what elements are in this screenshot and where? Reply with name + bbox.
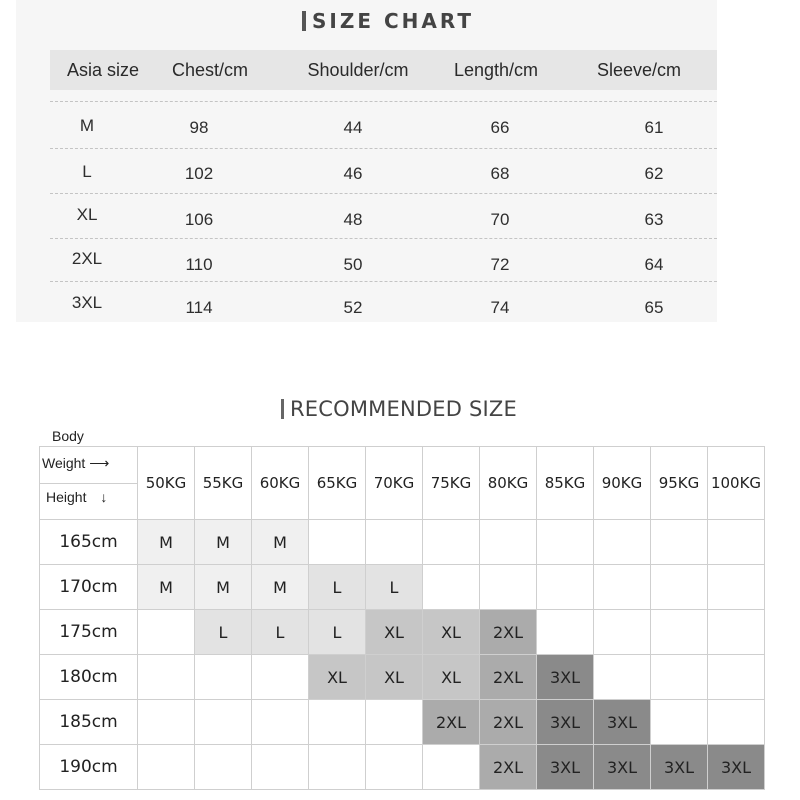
size-cell-2xl: 2XL — [480, 745, 537, 790]
weight-header: 100KG — [708, 447, 765, 520]
cell-size: 2XL — [71, 249, 103, 268]
size-cell-empty — [423, 565, 480, 610]
size-cell-m: M — [195, 565, 252, 610]
weight-header: 70KG — [366, 447, 423, 520]
height-header: 170cm — [40, 565, 138, 610]
header-asia-size: Asia size — [66, 60, 140, 80]
size-cell-3xl: 3XL — [594, 700, 651, 745]
title-accent-bar — [281, 399, 284, 419]
cell-size: 3XL — [71, 293, 103, 312]
cell-length: 70 — [490, 210, 510, 229]
size-cell-empty — [366, 520, 423, 565]
size-cell-m: M — [195, 520, 252, 565]
height-header: 165cm — [40, 520, 138, 565]
size-cell-empty — [480, 565, 537, 610]
size-chart-row — [50, 150, 717, 196]
right-arrow-icon: ⟶ — [89, 455, 110, 471]
height-axis-label — [46, 489, 107, 505]
size-cell-empty — [423, 520, 480, 565]
row-divider — [50, 101, 717, 102]
size-chart-row — [50, 196, 717, 242]
size-cell-l: L — [309, 565, 366, 610]
size-cell-3xl: 3XL — [537, 745, 594, 790]
height-row — [40, 655, 765, 700]
size-cell-2xl: 2XL — [480, 700, 537, 745]
weight-header: 85KG — [537, 447, 594, 520]
height-header: 185cm — [40, 700, 138, 745]
weight-header: 80KG — [480, 447, 537, 520]
size-cell-empty — [651, 520, 708, 565]
cell-size: XL — [76, 205, 98, 224]
weight-axis-label — [42, 455, 109, 472]
size-cell-2xl: 2XL — [480, 610, 537, 655]
cell-length: 72 — [490, 255, 510, 274]
size-cell-empty — [708, 655, 765, 700]
size-cell-empty — [708, 565, 765, 610]
cell-shoulder: 44 — [343, 118, 363, 137]
cell-sleeve: 62 — [644, 164, 664, 183]
weight-header: 75KG — [423, 447, 480, 520]
size-cell-empty — [651, 610, 708, 655]
cell-shoulder: 48 — [343, 210, 363, 229]
height-row — [40, 565, 765, 610]
size-cell-xl: XL — [366, 610, 423, 655]
cell-size: M — [79, 116, 95, 135]
cell-shoulder: 52 — [343, 298, 363, 317]
size-cell-2xl: 2XL — [480, 655, 537, 700]
row-divider — [50, 281, 717, 282]
cell-chest: 98 — [189, 118, 209, 137]
height-row — [40, 745, 765, 790]
row-divider — [50, 193, 717, 194]
size-cell-empty — [366, 700, 423, 745]
weight-header: 90KG — [594, 447, 651, 520]
size-cell-xl: XL — [309, 655, 366, 700]
down-arrow-icon: ↓ — [100, 489, 108, 505]
size-chart-row — [50, 104, 717, 150]
size-cell-empty — [594, 655, 651, 700]
size-cell-l: L — [366, 565, 423, 610]
size-cell-l: L — [195, 610, 252, 655]
row-divider — [50, 148, 717, 149]
size-cell-3xl: 3XL — [651, 745, 708, 790]
recommended-size-title — [281, 395, 517, 423]
height-header: 190cm — [40, 745, 138, 790]
row-divider — [50, 238, 717, 239]
cell-chest: 102 — [184, 164, 214, 183]
size-cell-empty — [195, 700, 252, 745]
size-cell-empty — [708, 610, 765, 655]
weight-header: 65KG — [309, 447, 366, 520]
size-cell-3xl: 3XL — [708, 745, 765, 790]
title-accent-bar — [302, 11, 306, 31]
size-cell-l: L — [309, 610, 366, 655]
size-cell-xl: XL — [366, 655, 423, 700]
header-shoulder: Shoulder/cm — [307, 60, 409, 80]
size-cell-empty — [651, 700, 708, 745]
body-label: Body — [52, 428, 84, 444]
cell-length: 74 — [490, 298, 510, 317]
header-length: Length/cm — [453, 60, 539, 80]
cell-chest: 110 — [185, 255, 213, 274]
height-row — [40, 520, 765, 565]
size-cell-empty — [309, 700, 366, 745]
size-cell-empty — [708, 520, 765, 565]
size-cell-l: L — [252, 610, 309, 655]
height-header: 175cm — [40, 610, 138, 655]
corner-divider — [40, 483, 137, 484]
cell-chest: 114 — [185, 298, 213, 317]
size-chart-title-text: SIZE CHART — [312, 9, 475, 33]
cell-sleeve: 64 — [644, 255, 664, 274]
cell-sleeve: 61 — [644, 118, 664, 137]
size-cell-empty — [138, 655, 195, 700]
size-cell-xl: XL — [423, 655, 480, 700]
corner-cell — [40, 447, 138, 520]
size-cell-empty — [651, 565, 708, 610]
cell-chest: 106 — [184, 210, 214, 229]
height-row — [40, 700, 765, 745]
size-chart-header — [50, 50, 717, 90]
header-chest: Chest/cm — [171, 60, 249, 80]
height-label: Height — [46, 489, 87, 505]
weight-header: 50KG — [138, 447, 195, 520]
weight-header: 60KG — [252, 447, 309, 520]
height-header: 180cm — [40, 655, 138, 700]
size-chart-title — [302, 7, 474, 35]
size-cell-empty — [138, 700, 195, 745]
cell-shoulder: 46 — [343, 164, 363, 183]
weight-header: 55KG — [195, 447, 252, 520]
weight-label: Weight — [42, 455, 86, 471]
recommended-size-body — [40, 520, 765, 790]
cell-sleeve: 65 — [644, 298, 664, 317]
size-cell-m: M — [138, 565, 195, 610]
recommended-size-table — [39, 446, 765, 790]
size-cell-empty — [309, 745, 366, 790]
size-cell-empty — [708, 700, 765, 745]
size-cell-empty — [537, 565, 594, 610]
size-cell-m: M — [138, 520, 195, 565]
size-chart-row — [50, 240, 717, 286]
weight-header: 95KG — [651, 447, 708, 520]
size-cell-m: M — [252, 520, 309, 565]
cell-size: L — [82, 162, 92, 181]
cell-sleeve: 63 — [644, 210, 664, 229]
size-cell-empty — [480, 520, 537, 565]
size-cell-empty — [138, 745, 195, 790]
size-cell-empty — [138, 610, 195, 655]
height-row — [40, 610, 765, 655]
size-cell-empty — [195, 745, 252, 790]
size-cell-empty — [423, 745, 480, 790]
size-cell-empty — [195, 655, 252, 700]
header-sleeve: Sleeve/cm — [596, 60, 682, 80]
cell-shoulder: 50 — [343, 255, 363, 274]
size-cell-empty — [366, 745, 423, 790]
size-cell-2xl: 2XL — [423, 700, 480, 745]
size-cell-empty — [537, 610, 594, 655]
size-cell-empty — [252, 655, 309, 700]
size-cell-empty — [594, 565, 651, 610]
size-cell-empty — [537, 520, 594, 565]
cell-length: 66 — [490, 118, 510, 137]
size-cell-xl: XL — [423, 610, 480, 655]
size-cell-3xl: 3XL — [594, 745, 651, 790]
size-cell-empty — [594, 610, 651, 655]
size-cell-3xl: 3XL — [537, 700, 594, 745]
size-cell-empty — [252, 745, 309, 790]
recommended-size-title-text: RECOMMENDED SIZE — [290, 397, 517, 421]
size-cell-empty — [594, 520, 651, 565]
weight-header-row — [40, 447, 765, 520]
cell-length: 68 — [490, 164, 510, 183]
size-cell-empty — [651, 655, 708, 700]
size-chart-row — [50, 284, 717, 330]
size-cell-empty — [309, 520, 366, 565]
size-cell-empty — [252, 700, 309, 745]
size-cell-3xl: 3XL — [537, 655, 594, 700]
size-cell-m: M — [252, 565, 309, 610]
